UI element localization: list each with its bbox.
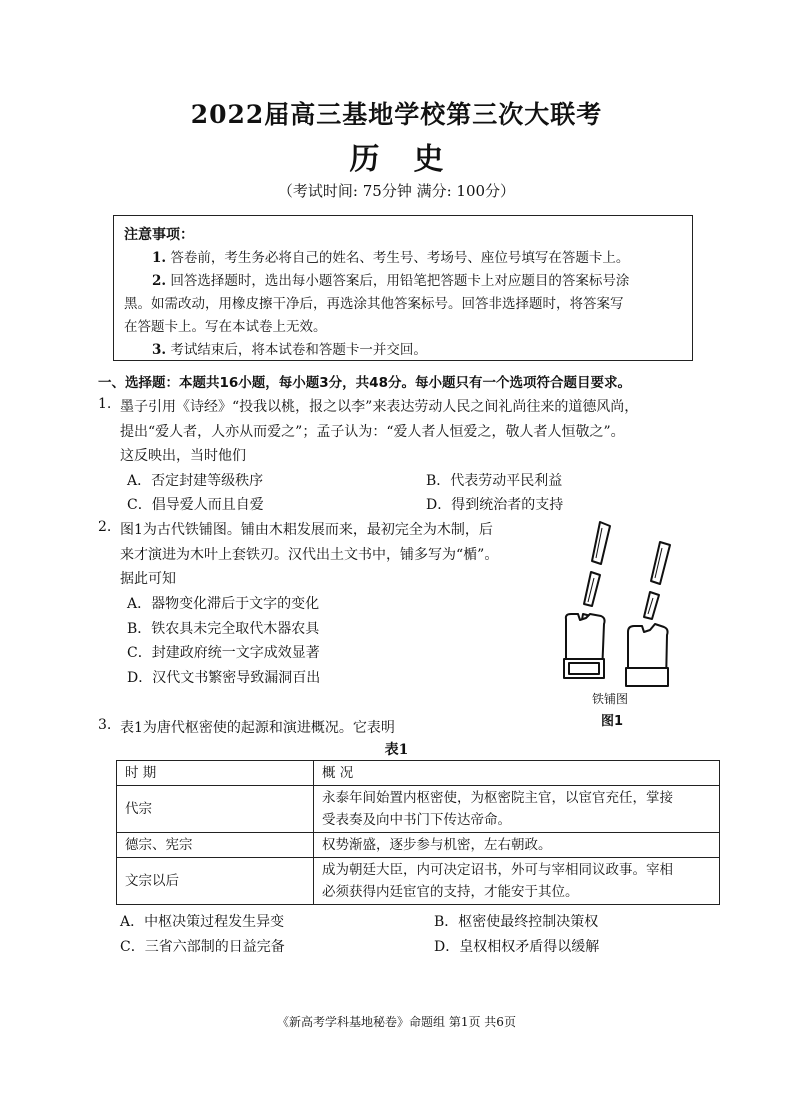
q1-option-a[interactable]: A．否定封建等级秩序: [127, 473, 264, 489]
notice-item-2-cont1: 黑。如需改动，用橡皮擦干净后，再选涂其他答案标号。回答非选择题时，将答案写: [124, 296, 624, 312]
table-cell-period: 文宗以后: [117, 858, 314, 905]
q2-stem-line: 图1为古代铁铺图。铺由木耜发展而来，最初完全为木制，后: [120, 522, 493, 538]
notice-item-text: 回答选择题时，选出每小题答案后，用铅笔把答题卡上对应题目的答案标号涂: [170, 273, 630, 289]
q2-stem-line: 据此可知: [120, 571, 176, 587]
table-caption: 表1: [384, 742, 409, 758]
q2-option-c[interactable]: C．封建政府统一文字成效显著: [127, 645, 320, 661]
page-footer: 《新高考学科基地秘卷》命题组 第1页 共6页: [277, 1015, 516, 1029]
notice-item-1: [124, 247, 682, 270]
q1-number: 1.: [98, 396, 112, 412]
q3-number: 3.: [98, 717, 112, 733]
q2-option-a[interactable]: A．器物变化滞后于文字的变化: [127, 596, 320, 612]
table-cell-desc: [314, 833, 720, 858]
section-heading: 一、选择题：本题共16小题，每小题3分，共48分。每小题只有一个选项符合题目要求。: [98, 375, 631, 391]
table-cell-period: 德宗、宪宗: [117, 833, 314, 858]
notice-item-text: 答卷前，考生务必将自己的姓名、考生号、考场号、座位号填写在答题卡上。: [170, 250, 630, 266]
q3-option-c[interactable]: C．三省六部制的日益完备: [120, 939, 285, 955]
table-cell-desc: [314, 786, 720, 833]
q1-option-d[interactable]: D．得到统治者的支持: [426, 497, 564, 513]
q1-option-b[interactable]: B．代表劳动平民利益: [426, 473, 563, 489]
q2-option-d[interactable]: D．汉代文书繁密导致漏洞百出: [127, 670, 321, 686]
notice-heading: 注意事项：: [124, 227, 194, 243]
table-header: 概 况: [314, 761, 720, 786]
notice-item-3: [124, 339, 682, 362]
notice-item-num: 2.: [152, 273, 167, 289]
notice-item-num: 3.: [152, 342, 167, 358]
q2-stem-line: 来才演进为木叶上套铁刃。汉代出土文书中，铺多写为“楯”。: [120, 547, 499, 563]
history-table: [116, 760, 720, 905]
notice-item-2: [124, 270, 682, 293]
q3-option-b[interactable]: B．枢密使最终控制决策权: [434, 914, 599, 930]
table-cell-period: 代宗: [117, 786, 314, 833]
q2-option-b[interactable]: B．铁农具未完全取代木器农具: [127, 621, 320, 637]
q1-stem-line: 提出“爱人者，人亦从而爱之”；孟子认为：“爱人者人恒爱之，敬人者人恒敬之”。: [120, 424, 625, 440]
notice-item-text: 考试结束后，将本试卷和答题卡一并交回。: [170, 342, 427, 358]
q3-option-d[interactable]: D．皇权相权矛盾得以缓解: [434, 939, 600, 955]
notice-item-2-cont2: 在答题卡上。写在本试卷上无效。: [124, 319, 327, 335]
q3-stem: 表1为唐代枢密使的起源和演进概况。它表明: [120, 720, 395, 736]
desc-line: 永泰年间始置内枢密使，为枢密院主官，以宦官充任，掌接: [322, 790, 673, 806]
table-row: [117, 833, 720, 858]
desc-line: 成为朝廷大臣，内可决定诏书，外可与宰相同议政事。宰相: [322, 862, 673, 878]
q1-stem-line: 这反映出，当时他们: [120, 448, 246, 464]
figure-label: 图1: [601, 714, 624, 729]
q1-stem-line: 墨子引用《诗经》“投我以桃，报之以李”来表达劳动人民之间礼尚往来的道德风尚，: [120, 399, 639, 415]
table-cell-desc: [314, 858, 720, 905]
exam-title: 2022届高三基地学校第三次大联考: [190, 100, 603, 129]
table-row: [117, 858, 720, 905]
table-header: 时 期: [117, 761, 314, 786]
notice-item-num: 1.: [152, 250, 167, 266]
subject-title: 历史: [349, 142, 478, 177]
table-header-row: [117, 761, 720, 786]
q1-option-c[interactable]: C．倡导爱人而且自爱: [127, 497, 264, 513]
exam-info: （考试时间: 75分钟 满分: 100分）: [277, 182, 516, 200]
desc-line: 必须获得内廷宦官的支持，才能安于其位。: [322, 884, 579, 900]
desc-line: 受表奏及向中书门下传达帝命。: [322, 812, 511, 828]
table-row: [117, 786, 720, 833]
desc-line: 权势渐盛，逐步参与机密，左右朝政。: [322, 837, 552, 853]
q3-option-a[interactable]: A．中枢决策过程发生异变: [120, 914, 285, 930]
figure-caption: 铁铺图: [592, 692, 629, 706]
q2-number: 2.: [98, 519, 112, 535]
notice-box: [113, 215, 693, 361]
